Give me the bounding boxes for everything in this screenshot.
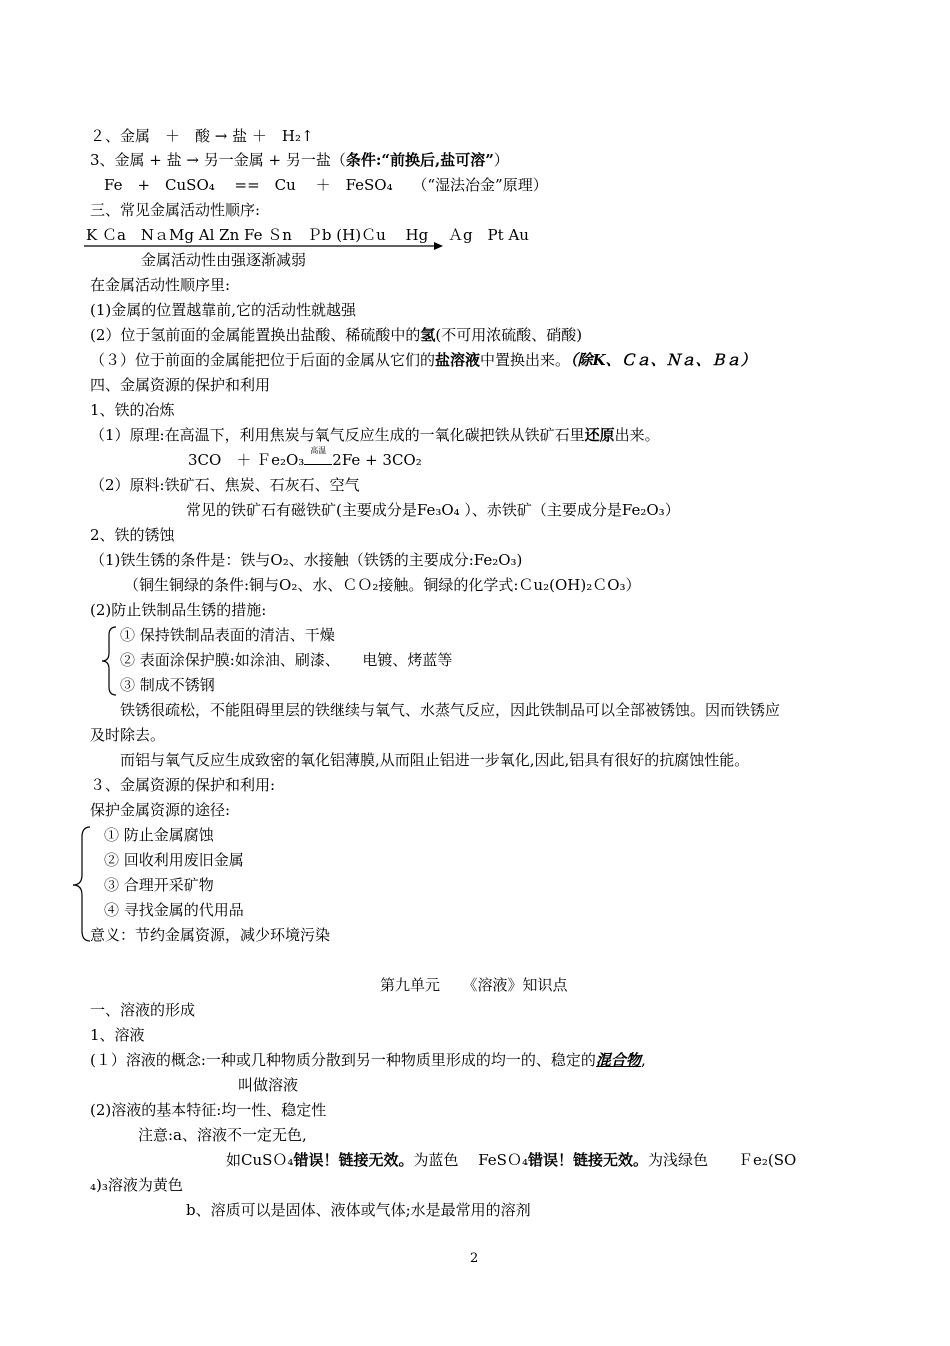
left-brace-icon	[70, 825, 92, 945]
copper-patina-conditions: （铜生铜绿的条件:铜与O₂、水、ＣＯ₂接触。铜绿的化学式:Ｃu₂(OH)₂ＣO₃）	[124, 576, 641, 594]
left-brace-icon	[100, 625, 120, 697]
metal-salt-reaction: 3、金属 + 盐 → 另一金属 + 另一盐（条件:“前换后,盐可溶”）	[90, 151, 509, 169]
prevention-measure-3: ③ 制成不锈钢	[120, 676, 215, 694]
section-heading-activity-series: 三、常见金属活动性顺序:	[90, 201, 261, 219]
subheading-solution: 1、溶液	[90, 1026, 145, 1044]
protection-significance: 意义：节约金属资源，减少环境污染	[90, 926, 331, 944]
solution-characteristics: (2)溶液的基本特征:均一性、稳定性	[90, 1101, 327, 1119]
note-b: b、溶质可以是固体、液体或气体;水是最常用的溶剂	[186, 1201, 531, 1219]
subheading-iron-smelting: 1、铁的冶炼	[90, 401, 175, 419]
rust-prevention-heading: (2)防止铁制品生锈的措施:	[90, 601, 267, 619]
reaction-condition: 高温	[310, 446, 327, 455]
page-number: 2	[470, 1251, 479, 1266]
wet-metallurgy-equation: Fe + CuSO₄ == Cu ＋ FeSO₄ （“湿法冶金”原理）	[104, 176, 548, 194]
solution-concept: (１）溶液的概念:一种或几种物质分散到另一种物质里形成的均一的、稳定的混合物,	[90, 1051, 646, 1069]
solution-concept-end: 叫做溶液	[238, 1076, 299, 1094]
common-iron-ores: 常见的铁矿石有磁铁矿(主要成分是Fe₃O₄ ）、赤铁矿（主要成分是Fe₂O₃）	[186, 501, 680, 519]
section-heading-solution-formation: 一、溶液的形成	[90, 1001, 196, 1019]
activity-rule-3: （３）位于前面的金属能把位于后面的金属从它们的盐溶液中置换出来。（除K、Ｃａ、Ｎａ、Ｂａ）	[90, 351, 756, 369]
smelting-equation: 3CO ＋ Ｆe₂O₃ 高温 2Fe + 3CO₂	[188, 446, 422, 469]
smelting-principle: （1）原理:在高温下，利用焦炭与氧气反应生成的一氧化碳把铁从铁矿石里还原出来。	[90, 426, 660, 444]
protection-route-1: ① 防止金属腐蚀	[104, 826, 214, 844]
metal-acid-reaction: ２、金属 ＋ 酸 → 盐 ＋ H₂↑	[90, 127, 314, 145]
activity-series: K Ｃa NａMg Al Zn Fe Ｓn Ｐb (H)Ｃu Hg Ａg Pt Au	[86, 226, 529, 244]
solution-colors-end: ₄)₃溶液为黄色	[90, 1176, 183, 1194]
note-a: 注意:a、溶液不一定无色,	[138, 1126, 307, 1144]
solution-colors: 如CuSＯ₄错误！链接无效。为蓝色 FeSＯ₄错误！链接无效。为浅绿色 Ｆe₂(SO	[226, 1151, 797, 1169]
activity-arrow-label: 金属活动性由强逐渐减弱	[141, 251, 307, 269]
rusting-conditions: （1)铁生锈的条件是：铁与O₂、水接触（铁锈的主要成分:Fe₂O₃)	[90, 551, 523, 569]
protection-routes-heading: 保护金属资源的途径:	[90, 801, 231, 819]
activity-rule-intro: 在金属活动性顺序里:	[90, 276, 231, 294]
protection-route-3: ③ 合理开采矿物	[104, 876, 214, 894]
activity-rule-1: (1)金属的位置越靠前,它的活动性就越强	[90, 301, 357, 319]
rust-porous-paragraph-end: 及时除去。	[90, 726, 166, 744]
activity-rule-2: (2）位于氢前面的金属能置换出盐酸、稀硫酸中的氢(不可用浓硫酸、硝酸)	[90, 326, 583, 344]
protection-route-4: ④ 寻找金属的代用品	[104, 901, 244, 919]
subheading-resource-protection: ３、金属资源的保护和利用:	[90, 776, 276, 794]
rust-porous-paragraph: 铁锈很疏松，不能阻碍里层的铁继续与氧气、水蒸气反应，因此铁制品可以全部被锈蚀。因而铁锈应	[120, 701, 781, 719]
subheading-iron-rusting: 2、铁的锈蚀	[90, 526, 175, 544]
aluminum-oxide-paragraph: 而铝与氧气反应生成致密的氧化铝薄膜,从而阻止铝进一步氧化,因此,铝具有很好的抗腐蚀性能。	[120, 751, 750, 769]
smelting-raw-materials: （2）原料:铁矿石、焦炭、石灰石、空气	[90, 476, 360, 494]
prevention-measure-1: ① 保持铁制品表面的清洁、干燥	[120, 626, 335, 644]
section-heading-metal-resources: 四、金属资源的保护和利用	[90, 376, 271, 394]
prevention-measure-2: ② 表面涂保护膜:如涂油、刷漆、 电镀、烤蓝等	[120, 651, 453, 669]
protection-route-2: ② 回收利用废旧金属	[104, 851, 244, 869]
unit-nine-title: 第九单元 《溶液》知识点	[380, 976, 568, 994]
